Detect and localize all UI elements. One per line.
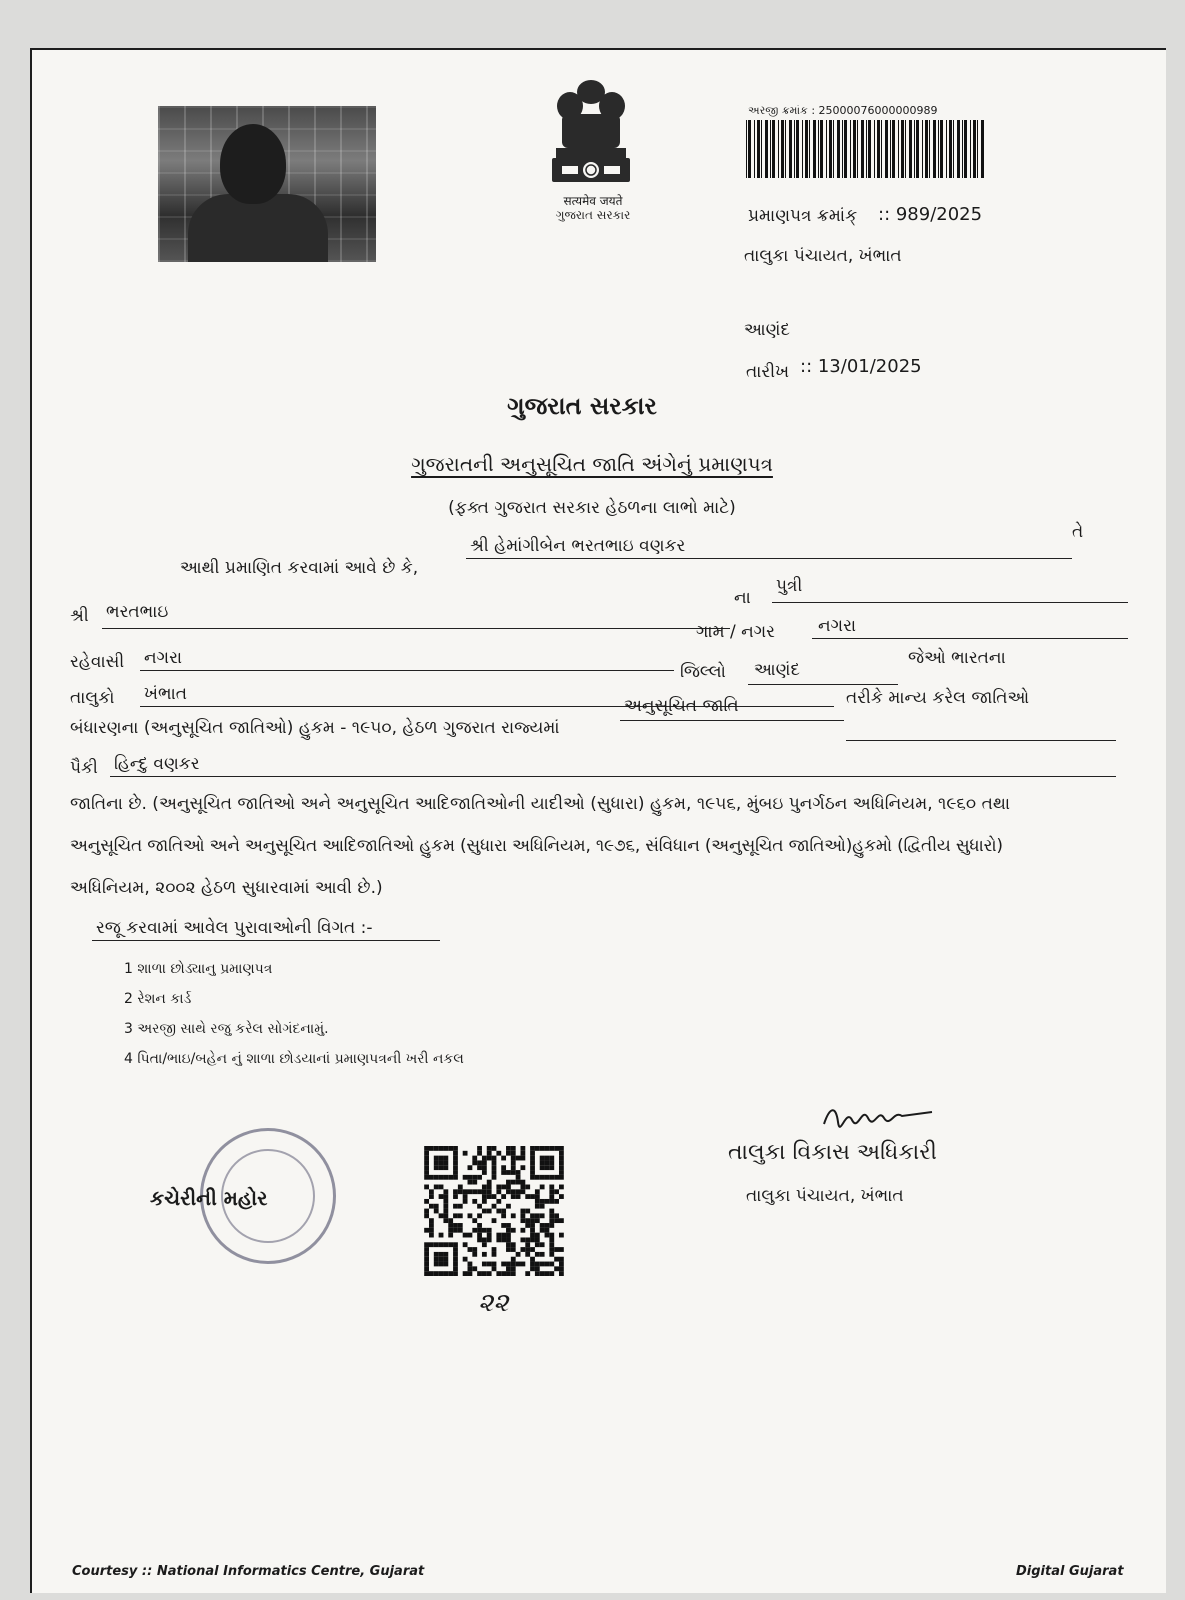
- certificate-sheet: [30, 48, 1166, 1593]
- paragraph-line-1: જાતિના છે. (અનુસૂચિત જાતિઓ અને અનુસૂચિત આદિજાતિઓની યાદીઓ (સુધારા) હુકમ, ૧૯૫૬, મુંબઇ પુનર્ગઠન અધિનિયમ, ૧૯૬૦ તથા: [70, 794, 1011, 814]
- evidence-item: 2 રેશન કાર્ડ: [124, 991, 192, 1007]
- paragraph-line-3: અધિનિયમ, ૨૦૦૨ હેઠળ સુધારવામાં આવી છે.): [70, 878, 383, 898]
- certificate-subtitle: (ફક્ત ગુજરાત સરકાર હેઠળના લાભો માટે): [448, 498, 736, 518]
- officer-office: તાલુકા પંચાયત, ખંભાત: [746, 1186, 904, 1206]
- evidence-item: 3 અરજી સાથે રજુ કરેલ સોગંદનામું.: [124, 1021, 329, 1037]
- resident-label: રહેવાસી: [70, 652, 125, 672]
- signature-scribble-icon: [822, 1102, 942, 1132]
- india-text: જેઓ ભારતના: [908, 648, 1006, 668]
- caste-value: હિન્દુ વણકર: [114, 754, 200, 774]
- na-word: ના: [734, 588, 751, 608]
- certificate-title: ગુજરાતની અનુસૂચિત જાતિ અંગેનું પ્રમાણપત્ર: [411, 452, 773, 476]
- te-word: તે: [1072, 522, 1084, 542]
- taluka-value: ખંભાત: [144, 684, 188, 704]
- taluka-label: તાલુકો: [70, 688, 115, 708]
- issuing-office: તાલુકા પંચાયત, ખંભાત: [744, 246, 902, 266]
- applicant-name: શ્રી હેમાંગીબેન ભરતભાઇ વણકર: [470, 536, 686, 556]
- govt-title: ગુજરાત સરકાર: [507, 392, 657, 420]
- qr-code: [424, 1146, 564, 1276]
- certificate-number-value: :: 989/2025: [878, 204, 983, 225]
- footer-courtesy: Courtesy :: National Informatics Centre, Gujarat: [72, 1564, 425, 1579]
- officer-title: તાલુકા વિકાસ અધિકારી: [728, 1140, 937, 1165]
- footer-digital-gujarat: Digital Gujarat: [1016, 1564, 1124, 1579]
- village-value: નગરા: [818, 616, 857, 636]
- constitution-text: બંધારણના (અનુસૂચિત જાતિઓ) હુકમ - ૧૯૫૦, હેઠળ ગુજરાત રાજ્યમાં: [70, 718, 560, 738]
- certify-text: આથી પ્રમાણિત કરવામાં આવે છે કે,: [180, 558, 419, 578]
- applicant-photo: [158, 106, 376, 262]
- village-label: ગામ / નગર: [696, 622, 775, 642]
- shri-word: શ્રી: [70, 606, 89, 626]
- date-label: તારીખ: [746, 362, 790, 382]
- resident-value: નગરા: [144, 648, 183, 668]
- among-label: પૈકી: [70, 758, 98, 778]
- handwritten-number: ૨૨: [478, 1288, 509, 1318]
- father-name: ભરતભાઇ: [106, 602, 169, 622]
- recognized-text: તરીકે માન્ય કરેલ જાતિઓ: [846, 688, 1030, 708]
- application-number: અરજી ક્રમાંક : 25000076000000989: [748, 104, 938, 117]
- evidence-heading: રજૂ કરવામાં આવેલ પુરાવાઓની વિગત :-: [96, 918, 373, 938]
- category-value: અનુસૂચિત જાતિ: [624, 696, 739, 716]
- certificate-number-label: પ્રમાણપત્ર ક્રમાંક્: [748, 206, 858, 226]
- district-label: જિલ્લો: [680, 662, 726, 682]
- date-value: :: 13/01/2025: [800, 356, 922, 377]
- evidence-list: [124, 954, 464, 1074]
- evidence-item: 4 પિતા/ભાઇ/બહેન નું શાળા છોડયાનાં પ્રમાણપત્રની ખરી નકલ: [124, 1051, 464, 1067]
- national-emblem-icon: [532, 74, 650, 192]
- district-name: આણંદ: [744, 320, 790, 340]
- district-value: આણંદ: [754, 660, 800, 680]
- emblem-govt-name: ગુજરાત સરકાર: [555, 208, 631, 222]
- emblem-motto: सत्यमेव जयते: [563, 194, 623, 208]
- barcode: [746, 120, 986, 178]
- evidence-item: 1 શાળા છોડ્યાનુ પ્રમાણપત્ર: [124, 961, 273, 977]
- paragraph-line-2: અનુસૂચિત જાતિઓ અને અનુસૂચિત આદિજાતિઓ હુકમ (સુધારા અધિનિયમ, ૧૯૭૬, સંવિધાન (અનુસૂચિત જાતિઓ)હુકમો (દ્વિતીય સુધારો): [70, 836, 1003, 856]
- relation-value: પુત્રી: [776, 576, 803, 596]
- seal-label: કચેરીની મહોર: [150, 1186, 268, 1210]
